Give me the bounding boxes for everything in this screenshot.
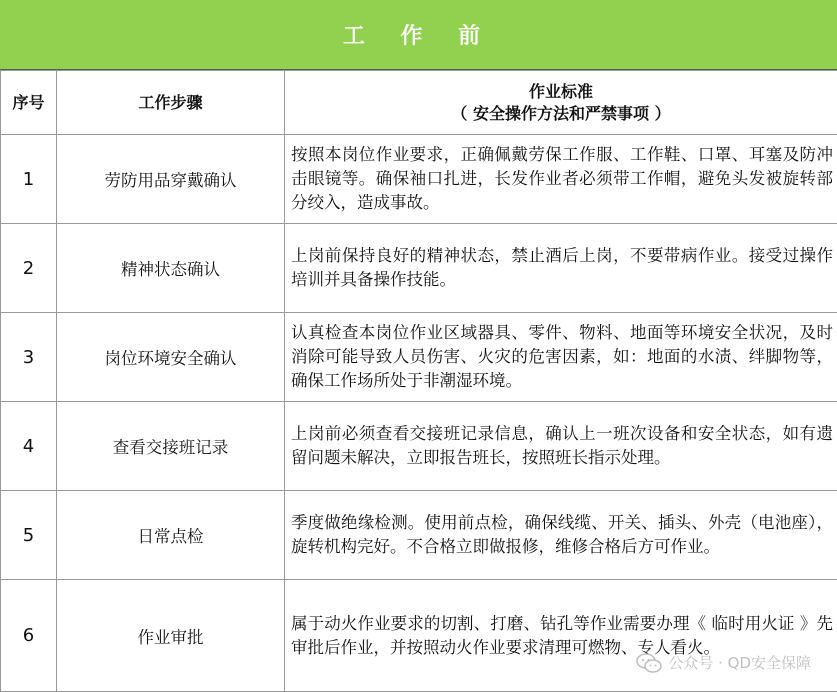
procedure-table bbox=[0, 70, 837, 692]
table-header-row bbox=[1, 71, 837, 135]
row-standard: 上岗前保持良好的精神状态，禁止酒后上岗，不要带病作业。接受过操作培训并具备操作技能。 bbox=[285, 224, 837, 313]
header-num: 序号 bbox=[1, 71, 57, 135]
row-step: 劳防用品穿戴确认 bbox=[57, 135, 285, 224]
table-row bbox=[1, 313, 837, 402]
header-standard-line2: （ 安全操作方法和严禁事项 ） bbox=[285, 103, 837, 125]
table-row bbox=[1, 491, 837, 580]
row-step: 作业审批 bbox=[57, 580, 285, 692]
row-standard: 认真检查本岗位作业区域器具、零件、物料、地面等环境安全状况，及时消除可能导致人员伤害、火灾的危害因素，如：地面的水渍、绊脚物等，确保工作场所处于非潮湿环境。 bbox=[285, 313, 837, 402]
section-title-banner: 工 作 前 bbox=[0, 0, 837, 70]
table-row bbox=[1, 135, 837, 224]
row-standard: 季度做绝缘检测。使用前点检，确保线缆、开关、插头、外壳（电池座），旋转机构完好。不合格立即做报修，维修合格后方可作业。 bbox=[285, 491, 837, 580]
row-num: 6 bbox=[1, 580, 57, 692]
row-standard: 属于动火作业要求的切割、打磨、钻孔等作业需要办理《 临时用火证 》先审批后作业，并按照动火作业要求清理可燃物、专人看火。 bbox=[285, 580, 837, 692]
header-step: 工作步骤 bbox=[57, 71, 285, 135]
row-num: 4 bbox=[1, 402, 57, 491]
table-row bbox=[1, 224, 837, 313]
row-num: 1 bbox=[1, 135, 57, 224]
table-row bbox=[1, 580, 837, 692]
row-step: 岗位环境安全确认 bbox=[57, 313, 285, 402]
row-standard: 按照本岗位作业要求，正确佩戴劳保工作服、工作鞋、口罩、耳塞及防冲击眼镜等。确保袖口扎进，长发作业者必须带工作帽，避免头发被旋转部分绞入，造成事故。 bbox=[285, 135, 837, 224]
header-standard-line1: 作业标准 bbox=[285, 81, 837, 103]
watermark bbox=[636, 652, 811, 673]
row-standard: 上岗前必须查看交接班记录信息，确认上一班次设备和安全状态，如有遗留问题未解决，立即报告班长，按照班长指示处理。 bbox=[285, 402, 837, 491]
table-row bbox=[1, 402, 837, 491]
wechat-icon bbox=[636, 653, 662, 673]
row-num: 5 bbox=[1, 491, 57, 580]
row-num: 2 bbox=[1, 224, 57, 313]
row-step: 查看交接班记录 bbox=[57, 402, 285, 491]
watermark-text: 公众号 · QD安全保障 bbox=[668, 652, 811, 673]
row-step: 日常点检 bbox=[57, 491, 285, 580]
row-step: 精神状态确认 bbox=[57, 224, 285, 313]
row-num: 3 bbox=[1, 313, 57, 402]
header-standard bbox=[285, 71, 837, 135]
